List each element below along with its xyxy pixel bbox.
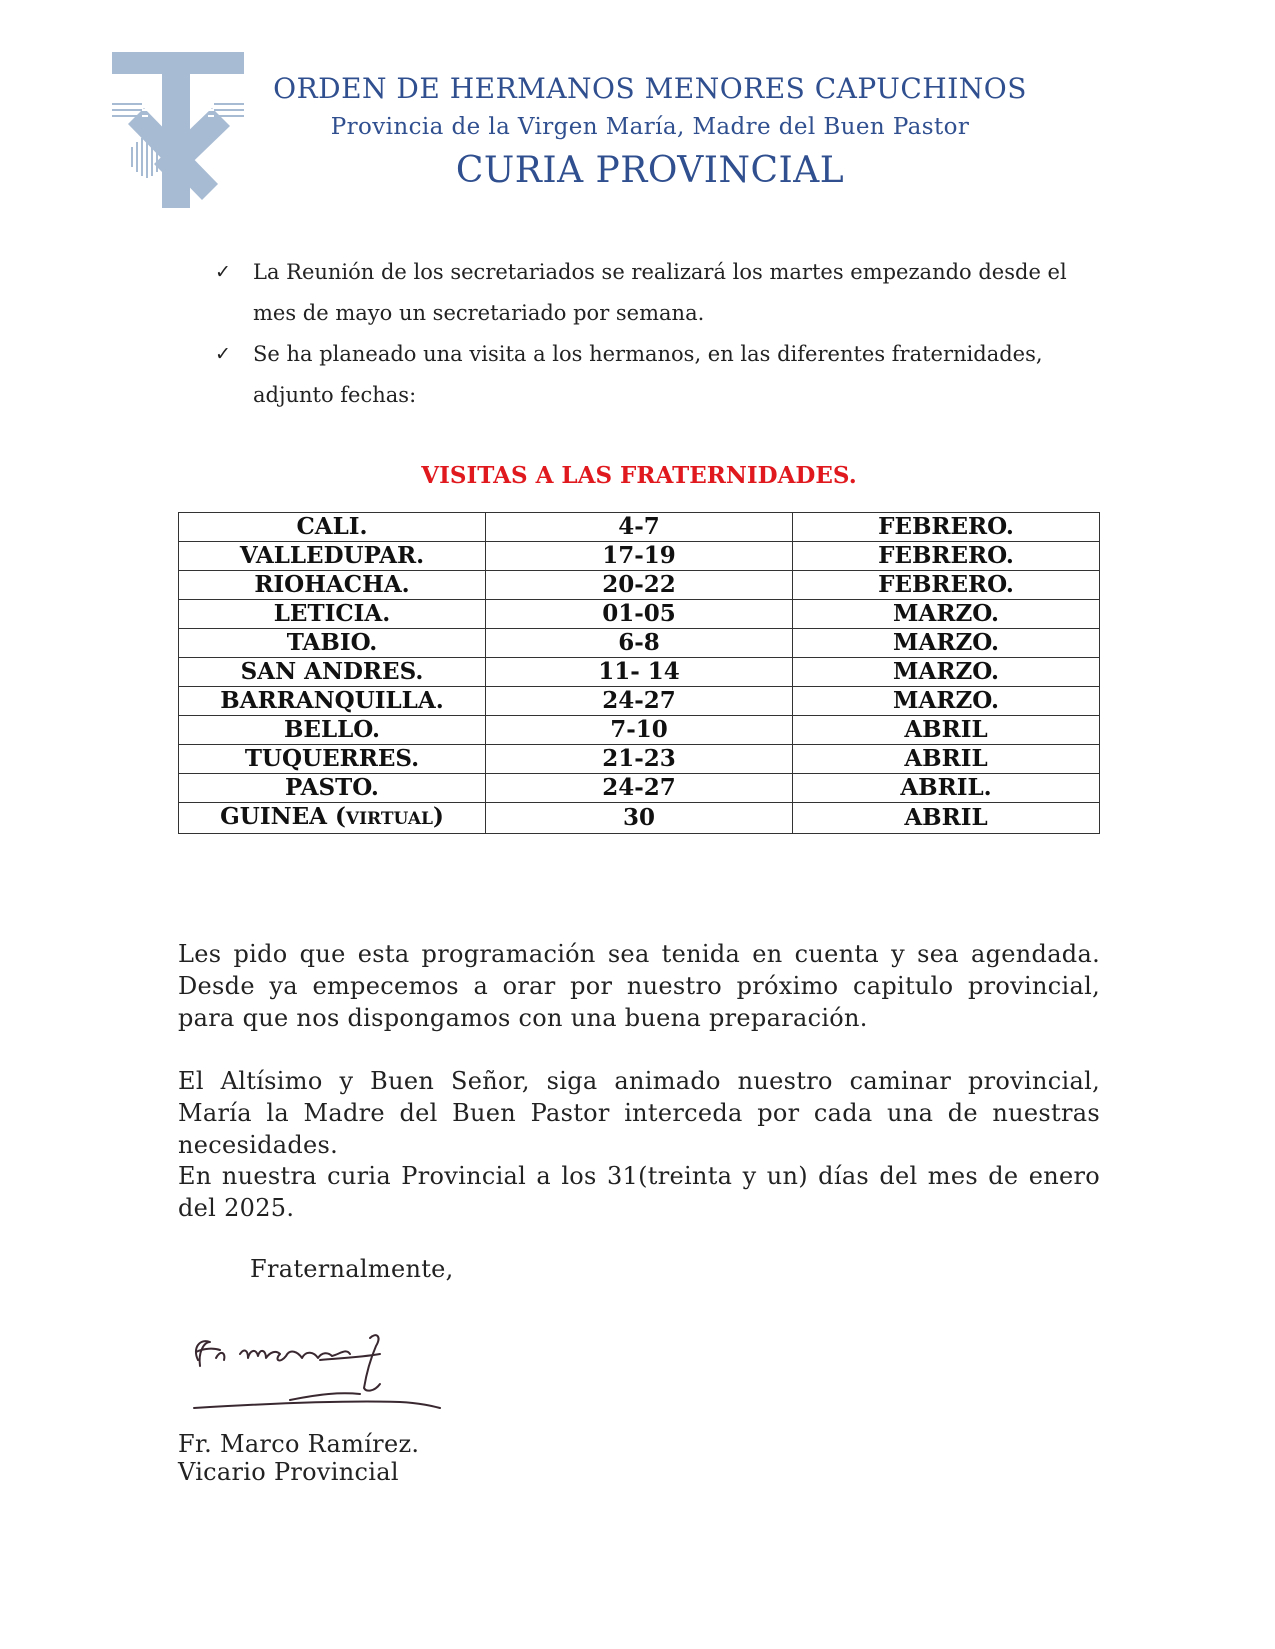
place-end: ) <box>432 803 444 830</box>
signatory-name: Fr. Marco Ramírez. <box>178 1430 420 1458</box>
list-item <box>215 334 1100 416</box>
table-row <box>179 716 1100 745</box>
visits-table-title: VISITAS A LAS FRATERNIDADES. <box>421 462 857 489</box>
days-cell: 11- 14 <box>486 658 793 687</box>
place-cell: PASTO. <box>179 774 486 803</box>
days-cell: 21-23 <box>486 745 793 774</box>
month-cell: ABRIL <box>793 803 1100 834</box>
paragraph-date: En nuestra curia Provincial a los 31(treinta y un) días del mes de enero del 2025. <box>178 1162 1100 1222</box>
place-cell: BELLO. <box>179 716 486 745</box>
announcement-list <box>215 252 1100 416</box>
visits-table <box>178 512 1100 834</box>
list-item-text: La Reunión de los secretariados se realizará los martes empezando desde el mes de mayo un secretariado por semana. <box>253 260 1067 325</box>
table-row <box>179 658 1100 687</box>
place-cell: VALLEDUPAR. <box>179 542 486 571</box>
place-cell <box>179 803 486 834</box>
month-cell: ABRIL <box>793 745 1100 774</box>
table-row <box>179 745 1100 774</box>
place-virtual: VIRTUAL <box>345 809 433 829</box>
table-row <box>179 542 1100 571</box>
days-cell: 01-05 <box>486 600 793 629</box>
table-row <box>179 774 1100 803</box>
month-cell: MARZO. <box>793 629 1100 658</box>
place-cell: RIOHACHA. <box>179 571 486 600</box>
place-cell: TUQUERRES. <box>179 745 486 774</box>
days-cell: 17-19 <box>486 542 793 571</box>
signature-icon <box>170 1318 480 1418</box>
place-cell: SAN ANDRES. <box>179 658 486 687</box>
closing-salutation: Fraternalmente, <box>250 1255 454 1283</box>
place-cell: TABIO. <box>179 629 486 658</box>
month-cell: FEBRERO. <box>793 513 1100 542</box>
days-cell: 20-22 <box>486 571 793 600</box>
month-cell: ABRIL <box>793 716 1100 745</box>
checkmark-icon: ✓ <box>215 261 231 283</box>
signatory-title: Vicario Provincial <box>178 1458 399 1486</box>
table-row <box>179 803 1100 834</box>
place-cell: CALI. <box>179 513 486 542</box>
month-cell: MARZO. <box>793 600 1100 629</box>
days-cell: 6-8 <box>486 629 793 658</box>
province-name: Provincia de la Virgen María, Madre del Buen Pastor <box>330 114 970 140</box>
days-cell: 7-10 <box>486 716 793 745</box>
days-cell: 24-27 <box>486 774 793 803</box>
place-cell: LETICIA. <box>179 600 486 629</box>
month-cell: MARZO. <box>793 687 1100 716</box>
order-name: ORDEN DE HERMANOS MENORES CAPUCHINOS <box>273 72 1027 105</box>
place-main: GUINEA ( <box>220 803 346 830</box>
days-cell: 30 <box>486 803 793 834</box>
month-cell: FEBRERO. <box>793 542 1100 571</box>
days-cell: 4-7 <box>486 513 793 542</box>
list-item <box>215 252 1100 334</box>
capuchin-logo-icon <box>112 52 252 208</box>
paragraph-request: Les pido que esta programación sea tenida en cuenta y sea agendada. Desde ya empecemos a orar por nuestro próximo capitulo provincial, para que nos dispongamos con una buena preparación. <box>178 940 1100 1032</box>
checkmark-icon: ✓ <box>215 343 231 365</box>
paragraph-blessing: El Altísimo y Buen Señor, siga animado nuestro caminar provincial, María la Madre del Buen Pastor interceda por cada una de nuestras necesidades. <box>178 1067 1100 1159</box>
curia-title: CURIA PROVINCIAL <box>455 150 845 191</box>
table-row <box>179 687 1100 716</box>
table-row <box>179 513 1100 542</box>
month-cell: FEBRERO. <box>793 571 1100 600</box>
month-cell: MARZO. <box>793 658 1100 687</box>
list-item-text: Se ha planeado una visita a los hermanos, en las diferentes fraternidades, adjunto fechas: <box>253 342 1043 407</box>
table-row <box>179 629 1100 658</box>
days-cell: 24-27 <box>486 687 793 716</box>
table-row <box>179 600 1100 629</box>
month-cell: ABRIL. <box>793 774 1100 803</box>
table-row <box>179 571 1100 600</box>
place-cell: BARRANQUILLA. <box>179 687 486 716</box>
signatory-block <box>178 1430 419 1486</box>
